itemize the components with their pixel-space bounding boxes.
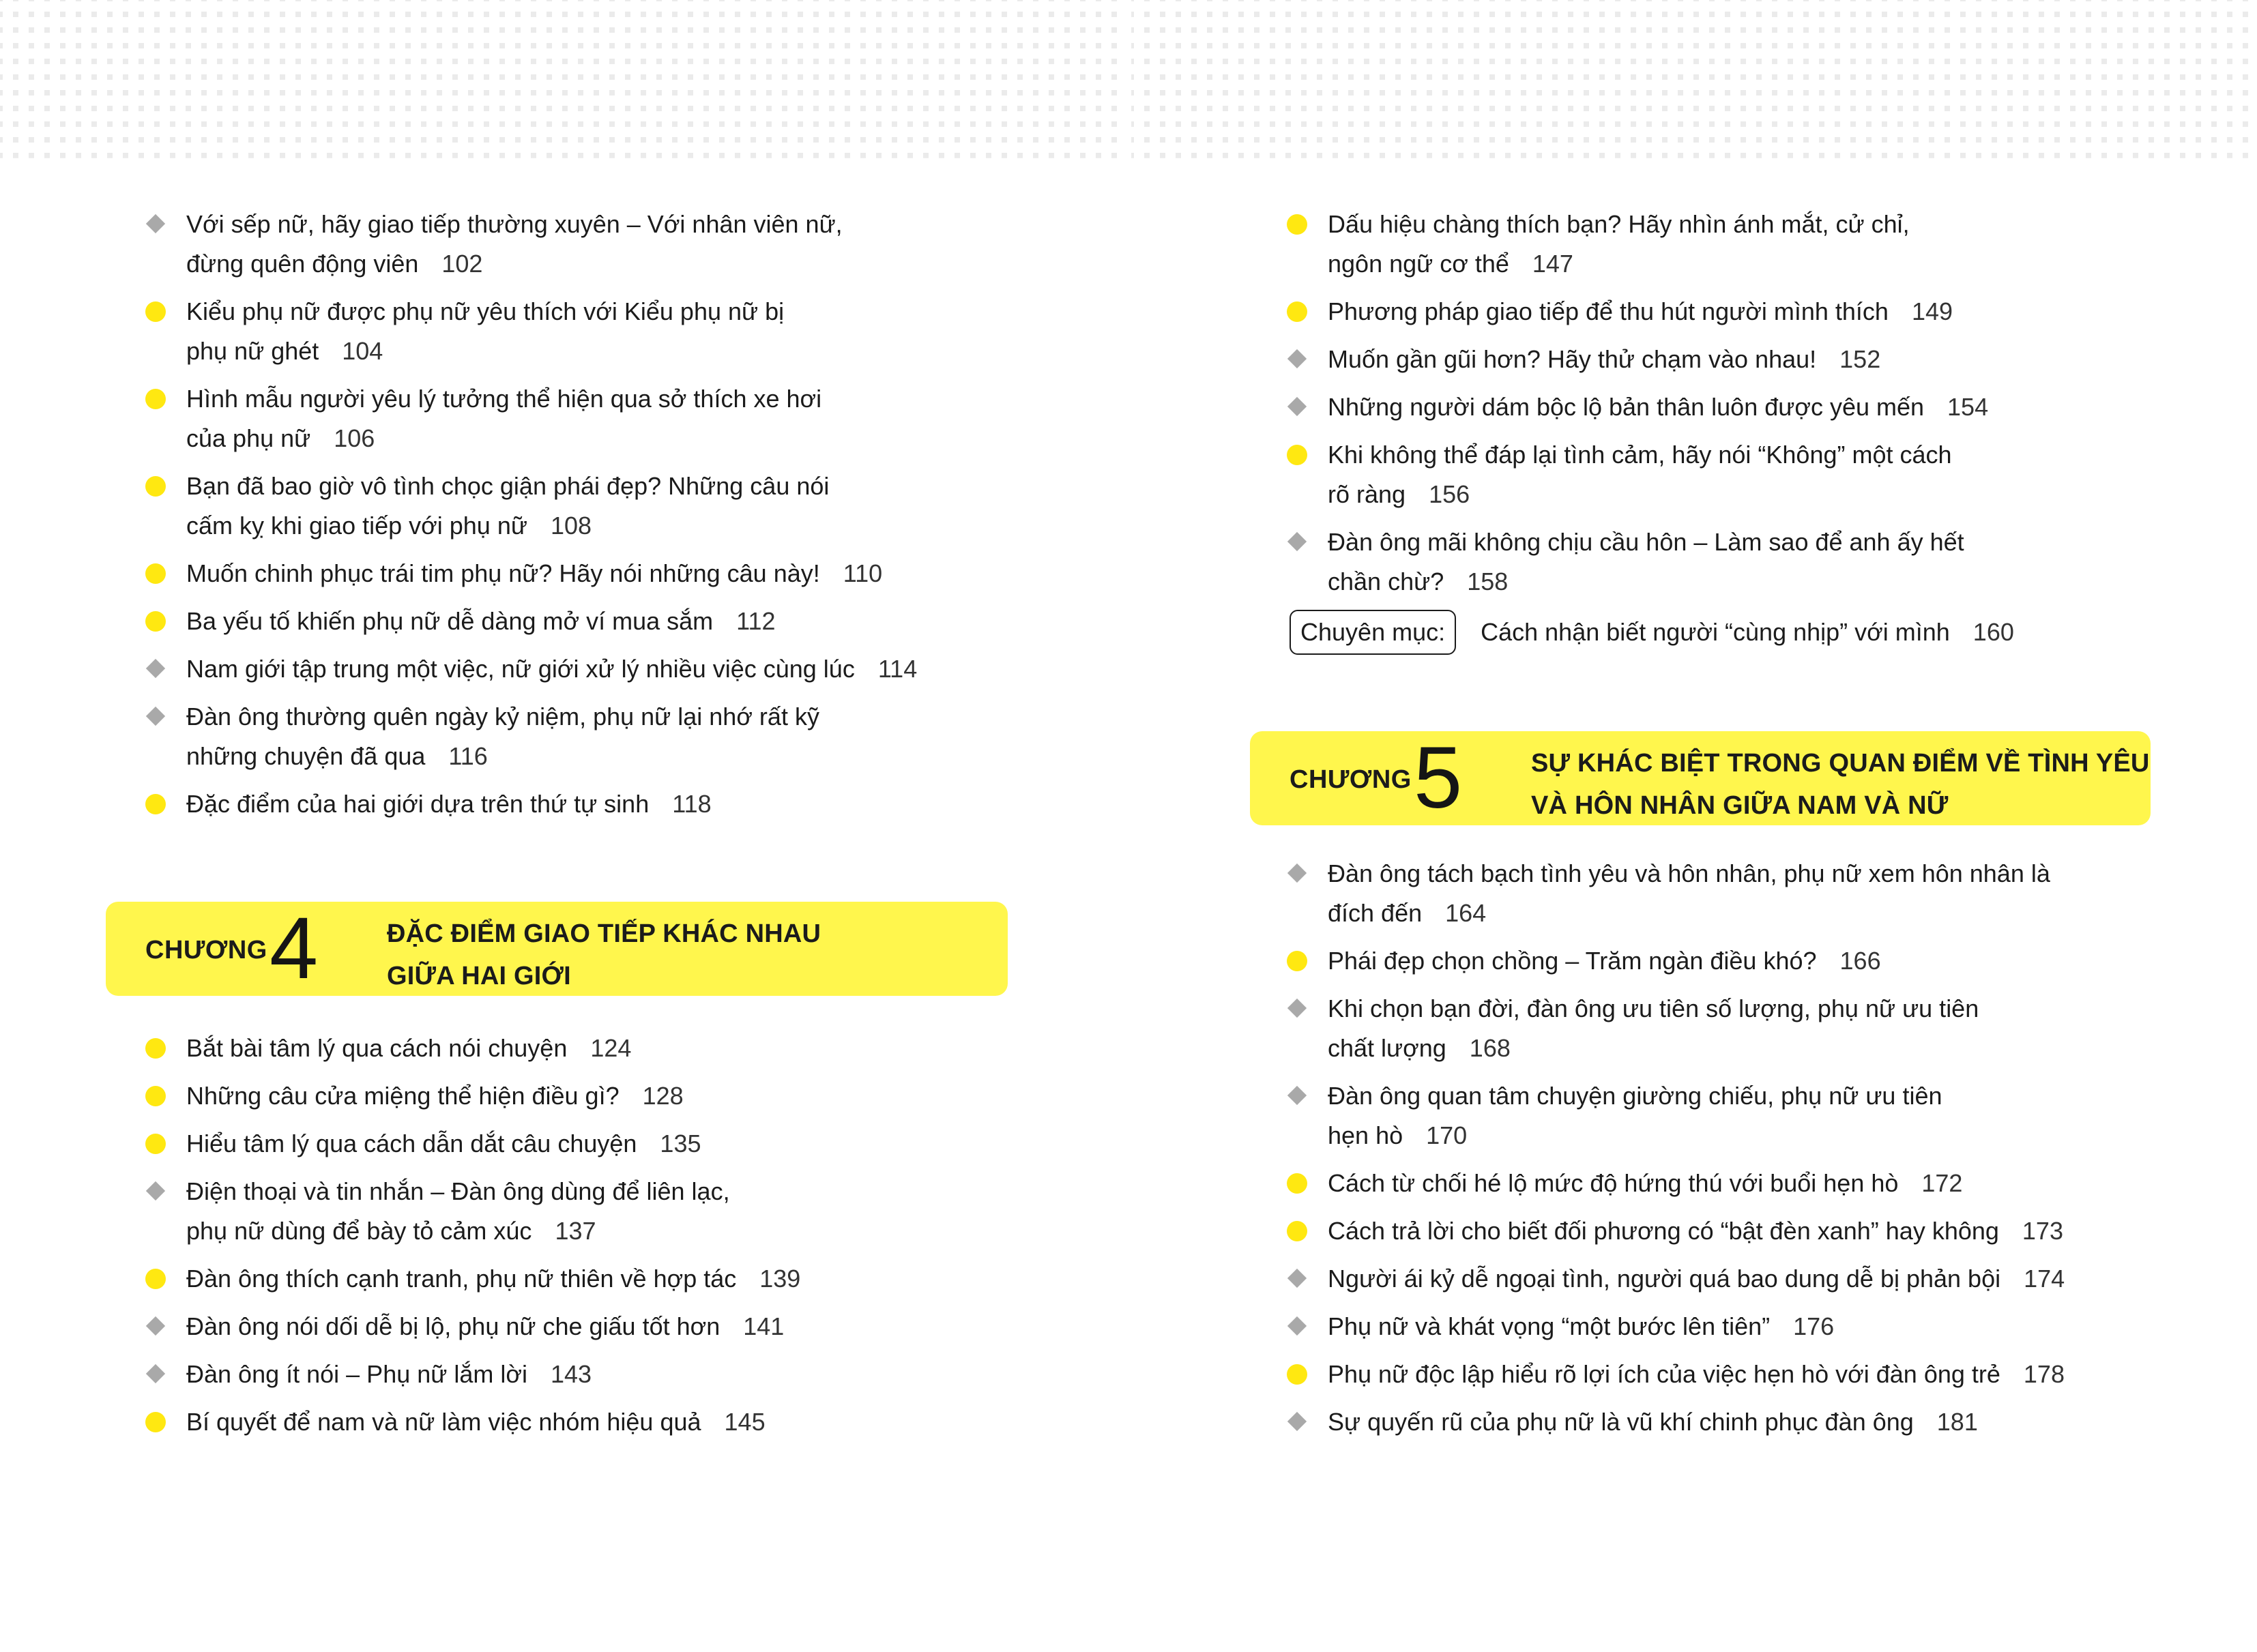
toc-entry-line: chất lượng bbox=[1328, 1034, 1446, 1062]
toc-entry-line: Phương pháp giao tiếp để thu hút người mình thích bbox=[1328, 297, 1889, 325]
toc-entry bbox=[147, 697, 986, 776]
toc-page-number: 118 bbox=[672, 790, 712, 818]
toc-entry bbox=[1288, 205, 2127, 284]
left-page bbox=[0, 0, 1128, 1652]
chapter-number: 5 bbox=[1414, 729, 1463, 827]
chapter-title-line: GIỮA HAI GIỚI bbox=[387, 962, 571, 990]
gray-diamond-bullet-icon bbox=[1287, 1316, 1307, 1336]
toc-entry-line: Muốn gần gũi hơn? Hãy thử chạm vào nhau! bbox=[1328, 345, 1817, 373]
toc-entry bbox=[1288, 941, 2127, 981]
gray-diamond-bullet-icon bbox=[146, 1316, 165, 1336]
toc-entry-title bbox=[1328, 1169, 1898, 1197]
gray-diamond-bullet-icon bbox=[146, 707, 165, 726]
toc-entry bbox=[1288, 854, 2127, 933]
toc-page-number: 145 bbox=[724, 1408, 766, 1436]
toc-entry-line: Sự quyến rũ của phụ nữ là vũ khí chinh phục đàn ông bbox=[1328, 1408, 1914, 1436]
toc-list-left-top bbox=[147, 205, 986, 832]
toc-page-number: 137 bbox=[555, 1217, 596, 1245]
toc-entry-line: Nam giới tập trung một việc, nữ giới xử lý nhiều việc cùng lúc bbox=[186, 655, 855, 683]
toc-entry bbox=[1288, 1355, 2127, 1394]
toc-entry bbox=[147, 1259, 986, 1299]
toc-entry-title bbox=[1328, 1312, 1770, 1340]
toc-entry-title bbox=[186, 1408, 701, 1436]
toc-entry-line: Đàn ông ít nói – Phụ nữ lắm lời bbox=[186, 1360, 527, 1388]
toc-entry-line: Đàn ông quan tâm chuyện giường chiếu, phụ nữ ưu tiên bbox=[1328, 1082, 1942, 1110]
yellow-circle-bullet-icon bbox=[145, 794, 166, 814]
toc-page-number: 139 bbox=[759, 1265, 801, 1293]
toc-entry bbox=[1288, 1307, 2127, 1346]
yellow-circle-bullet-icon bbox=[145, 301, 166, 322]
toc-entry-line: Đàn ông mãi không chịu cầu hôn – Làm sao để anh ấy hết bbox=[1328, 528, 1964, 556]
toc-entry-line: phụ nữ dùng để bày tỏ cảm xúc bbox=[186, 1217, 532, 1245]
toc-entry-line: Phụ nữ độc lập hiểu rõ lợi ích của việc hẹn hò với đàn ông trẻ bbox=[1328, 1360, 2000, 1388]
toc-entry-title bbox=[186, 1034, 567, 1062]
toc-page-number: 168 bbox=[1469, 1034, 1511, 1062]
chapter-title bbox=[387, 913, 821, 997]
toc-entry bbox=[1288, 1076, 2127, 1155]
gray-diamond-bullet-icon bbox=[1287, 864, 1307, 883]
toc-entry bbox=[1288, 435, 2127, 514]
toc-entry-line: cấm kỵ khi giao tiếp với phụ nữ bbox=[186, 512, 527, 540]
toc-entry-title bbox=[1328, 528, 1964, 595]
toc-entry bbox=[147, 467, 986, 546]
yellow-circle-bullet-icon bbox=[1287, 214, 1307, 235]
toc-entry-line: Bạn đã bao giờ vô tình chọc giận phái đẹp? Những câu nói bbox=[186, 472, 830, 500]
toc-entry-line: Cách từ chối hé lộ mức độ hứng thú với buổi hẹn hò bbox=[1328, 1169, 1899, 1197]
yellow-circle-bullet-icon bbox=[1287, 1221, 1307, 1241]
toc-entry-title bbox=[1328, 345, 1816, 373]
toc-page-number: 164 bbox=[1445, 899, 1487, 927]
toc-entry bbox=[1288, 1164, 2127, 1203]
toc-entry-title bbox=[1328, 1408, 1914, 1436]
toc-entry-title bbox=[186, 703, 819, 770]
toc-entry bbox=[1288, 1402, 2127, 1442]
toc-page-number: 166 bbox=[1839, 947, 1881, 975]
yellow-circle-bullet-icon bbox=[145, 476, 166, 497]
yellow-circle-bullet-icon bbox=[145, 1269, 166, 1289]
toc-entry-title bbox=[1328, 859, 2050, 927]
toc-page-number: 158 bbox=[1467, 567, 1509, 595]
toc-entry-line: Những người dám bộc lộ bản thân luôn được yêu mến bbox=[1328, 393, 1925, 421]
gray-diamond-bullet-icon bbox=[1287, 999, 1307, 1018]
yellow-circle-bullet-icon bbox=[1287, 301, 1307, 322]
toc-list-right-top bbox=[1288, 205, 2127, 663]
toc-entry-title bbox=[186, 1130, 637, 1157]
special-section-title: Cách nhận biết người “cùng nhịp” với mình bbox=[1481, 618, 1950, 646]
toc-entry-line: Kiểu phụ nữ được phụ nữ yêu thích với Kiểu phụ nữ bị bbox=[186, 297, 785, 325]
toc-entry-line: rõ ràng bbox=[1328, 480, 1406, 508]
toc-entry bbox=[1288, 292, 2127, 331]
toc-entry bbox=[1288, 1211, 2127, 1251]
toc-page-number: 141 bbox=[743, 1312, 785, 1340]
toc-entry-line: Dấu hiệu chàng thích bạn? Hãy nhìn ánh mắt, cử chỉ, bbox=[1328, 210, 1910, 238]
toc-entry bbox=[147, 1076, 986, 1116]
yellow-circle-bullet-icon bbox=[1287, 1364, 1307, 1385]
gray-diamond-bullet-icon bbox=[1287, 1269, 1307, 1288]
toc-entry-title bbox=[1328, 947, 1817, 975]
toc-page-number: 156 bbox=[1429, 480, 1470, 508]
yellow-circle-bullet-icon bbox=[145, 1038, 166, 1059]
toc-page-number: 116 bbox=[448, 742, 488, 770]
toc-page-number: 149 bbox=[1911, 297, 1953, 325]
yellow-circle-bullet-icon bbox=[1287, 445, 1307, 465]
toc-entry-line: Đàn ông thường quên ngày kỷ niệm, phụ nữ lại nhớ rất kỹ bbox=[186, 703, 819, 731]
toc-entry-line: đích đến bbox=[1328, 899, 1423, 927]
toc-entry bbox=[1288, 1259, 2127, 1299]
toc-entry-title bbox=[186, 1082, 620, 1110]
toc-entry-line: hẹn hò bbox=[1328, 1121, 1403, 1149]
toc-entry-title bbox=[186, 1177, 730, 1245]
toc-entry-line: ngôn ngữ cơ thể bbox=[1328, 250, 1509, 278]
toc-entry-line: những chuyện đã qua bbox=[186, 742, 426, 770]
chapter-number: 4 bbox=[270, 900, 319, 997]
gray-diamond-bullet-icon bbox=[1287, 1412, 1307, 1431]
toc-page-number: 152 bbox=[1839, 345, 1881, 373]
toc-entry-title bbox=[186, 297, 784, 365]
toc-entry-line: Bí quyết để nam và nữ làm việc nhóm hiệu quả bbox=[186, 1408, 701, 1436]
yellow-circle-bullet-icon bbox=[145, 1086, 166, 1106]
toc-page-number: 160 bbox=[1972, 618, 2014, 646]
toc-entry-line: Bắt bài tâm lý qua cách nói chuyện bbox=[186, 1034, 568, 1062]
toc-entry-title bbox=[186, 1312, 720, 1340]
toc-entry bbox=[147, 554, 986, 593]
toc-page-number: 102 bbox=[441, 250, 483, 278]
toc-entry-title bbox=[1328, 994, 1979, 1062]
toc-entry-title bbox=[186, 210, 843, 278]
toc-entry bbox=[1288, 387, 2127, 427]
toc-entry-line: chần chừ? bbox=[1328, 567, 1444, 595]
toc-entry bbox=[147, 1172, 986, 1251]
gray-diamond-bullet-icon bbox=[146, 1364, 165, 1383]
toc-entry-line: Điện thoại và tin nhắn – Đàn ông dùng để liên lạc, bbox=[186, 1177, 730, 1205]
toc-page-number: 176 bbox=[1793, 1312, 1835, 1340]
toc-entry bbox=[1288, 340, 2127, 379]
toc-entry bbox=[147, 1355, 986, 1394]
yellow-circle-bullet-icon bbox=[145, 1412, 166, 1432]
toc-page-number: 178 bbox=[2023, 1360, 2065, 1388]
toc-entry-title bbox=[186, 1360, 527, 1388]
right-page bbox=[1128, 0, 2257, 1652]
gray-diamond-bullet-icon bbox=[146, 659, 165, 678]
toc-page-number: 112 bbox=[736, 607, 776, 635]
toc-page-number: 106 bbox=[334, 424, 375, 452]
toc-entry-line: Hiểu tâm lý qua cách dẫn dắt câu chuyện bbox=[186, 1130, 637, 1157]
toc-entry-title bbox=[186, 385, 821, 452]
yellow-circle-bullet-icon bbox=[145, 611, 166, 632]
chapter-title-line: SỰ KHÁC BIỆT TRONG QUAN ĐIỂM VỀ TÌNH YÊU bbox=[1531, 749, 2150, 778]
toc-entry bbox=[147, 1029, 986, 1068]
toc-entry-line: Đàn ông thích cạnh tranh, phụ nữ thiên về hợp tác bbox=[186, 1265, 737, 1293]
toc-entry-title bbox=[1328, 1082, 1942, 1149]
toc-entry bbox=[147, 1307, 986, 1346]
toc-entry bbox=[147, 1124, 986, 1164]
toc-entry bbox=[147, 292, 986, 371]
toc-page-number: 135 bbox=[660, 1130, 701, 1157]
toc-entry bbox=[147, 1402, 986, 1442]
toc-list-right-bottom bbox=[1288, 854, 2127, 1450]
yellow-circle-bullet-icon bbox=[1287, 1173, 1307, 1194]
toc-page-number: 110 bbox=[843, 559, 883, 587]
chapter-label: CHƯƠNG bbox=[1290, 765, 1412, 794]
toc-page-number: 154 bbox=[1947, 393, 1989, 421]
toc-entry-line: Cách trả lời cho biết đối phương có “bật đèn xanh” hay không bbox=[1328, 1217, 1999, 1245]
toc-entry-line: Phái đẹp chọn chồng – Trăm ngàn điều khó? bbox=[1328, 947, 1817, 975]
toc-entry-title bbox=[1328, 1265, 2000, 1293]
chapter-title-line: ĐẶC ĐIỂM GIAO TIẾP KHÁC NHAU bbox=[387, 919, 821, 948]
toc-page-number: 181 bbox=[1936, 1408, 1978, 1436]
toc-entry-line: của phụ nữ bbox=[186, 424, 311, 452]
toc-entry bbox=[147, 205, 986, 284]
chapter-title bbox=[1531, 742, 2150, 827]
toc-entry-title bbox=[186, 607, 713, 635]
toc-entry-line: Khi không thể đáp lại tình cảm, hãy nói “Không” một cách bbox=[1328, 441, 1952, 469]
toc-entry bbox=[147, 602, 986, 641]
toc-entry-title bbox=[1328, 441, 1952, 508]
toc-entry-line: Muốn chinh phục trái tim phụ nữ? Hãy nói những câu này! bbox=[186, 559, 820, 587]
gray-diamond-bullet-icon bbox=[146, 1181, 165, 1200]
toc-page-number: 174 bbox=[2024, 1265, 2065, 1293]
toc-page-number: 172 bbox=[1921, 1169, 1963, 1197]
yellow-circle-bullet-icon bbox=[145, 389, 166, 409]
toc-entry bbox=[147, 784, 986, 824]
toc-page-number: 147 bbox=[1532, 250, 1573, 278]
gray-diamond-bullet-icon bbox=[1287, 397, 1307, 416]
chapter-title-line: VÀ HÔN NHÂN GIỮA NAM VÀ NỮ bbox=[1531, 791, 1949, 820]
toc-page-number: 114 bbox=[877, 655, 918, 683]
toc-entry-title bbox=[186, 790, 649, 818]
toc-entry-line: Người ái kỷ dễ ngoại tình, người quá bao dung dễ bị phản bội bbox=[1328, 1265, 2001, 1293]
toc-entry-line: Với sếp nữ, hãy giao tiếp thường xuyên – Với nhân viên nữ, bbox=[186, 210, 843, 238]
special-section-tag: Chuyên mục: bbox=[1290, 610, 1456, 655]
toc-entry-line: Những câu cửa miệng thể hiện điều gì? bbox=[186, 1082, 620, 1110]
toc-page-number: 108 bbox=[550, 512, 592, 540]
toc-entry-line: Đàn ông tách bạch tình yêu và hôn nhân, phụ nữ xem hôn nhân là bbox=[1328, 859, 2050, 887]
toc-entry-title bbox=[1328, 297, 1889, 325]
toc-entry bbox=[147, 379, 986, 458]
toc-entry-line: Khi chọn bạn đời, đàn ông ưu tiên số lượng, phụ nữ ưu tiên bbox=[1328, 994, 1979, 1022]
toc-page-number: 170 bbox=[1426, 1121, 1468, 1149]
toc-entry-title bbox=[1328, 1360, 2000, 1388]
toc-entry-line: đừng quên động viên bbox=[186, 250, 419, 278]
toc-list-left-bottom bbox=[147, 1029, 986, 1450]
toc-entry-line: phụ nữ ghét bbox=[186, 337, 319, 365]
gray-diamond-bullet-icon bbox=[1287, 349, 1307, 368]
toc-entry-title bbox=[1328, 1217, 1999, 1245]
special-section-entry bbox=[1288, 610, 2127, 655]
toc-page-number: 173 bbox=[2022, 1217, 2063, 1245]
toc-entry-title bbox=[186, 1265, 736, 1293]
toc-entry-title bbox=[186, 559, 820, 587]
toc-page-number: 124 bbox=[590, 1034, 632, 1062]
gray-diamond-bullet-icon bbox=[1287, 1086, 1307, 1105]
toc-entry-title bbox=[186, 655, 855, 683]
toc-entry bbox=[1288, 989, 2127, 1068]
toc-entry-line: Ba yếu tố khiến phụ nữ dễ dàng mở ví mua sắm bbox=[186, 607, 714, 635]
yellow-circle-bullet-icon bbox=[145, 563, 166, 584]
toc-page-number: 104 bbox=[342, 337, 383, 365]
chapter-4-banner bbox=[106, 902, 1008, 996]
toc-entry bbox=[1288, 522, 2127, 602]
chapter-5-banner bbox=[1250, 731, 2151, 825]
toc-entry-title bbox=[186, 472, 829, 540]
toc-entry-line: Đặc điểm của hai giới dựa trên thứ tự sinh bbox=[186, 790, 650, 818]
toc-entry-title bbox=[1328, 210, 1910, 278]
toc-entry-title bbox=[1328, 393, 1924, 421]
toc-entry bbox=[147, 649, 986, 689]
gray-diamond-bullet-icon bbox=[1287, 532, 1307, 551]
toc-page-number: 143 bbox=[550, 1360, 592, 1388]
toc-entry-line: Phụ nữ và khát vọng “một bước lên tiên” bbox=[1328, 1312, 1771, 1340]
yellow-circle-bullet-icon bbox=[145, 1134, 166, 1154]
yellow-circle-bullet-icon bbox=[1287, 951, 1307, 971]
gray-diamond-bullet-icon bbox=[146, 214, 165, 233]
toc-page-number: 128 bbox=[642, 1082, 684, 1110]
chapter-label: CHƯƠNG bbox=[145, 936, 267, 964]
toc-entry-line: Hình mẫu người yêu lý tưởng thể hiện qua sở thích xe hơi bbox=[186, 385, 822, 413]
toc-entry-line: Đàn ông nói dối dễ bị lộ, phụ nữ che giấu tốt hơn bbox=[186, 1312, 720, 1340]
